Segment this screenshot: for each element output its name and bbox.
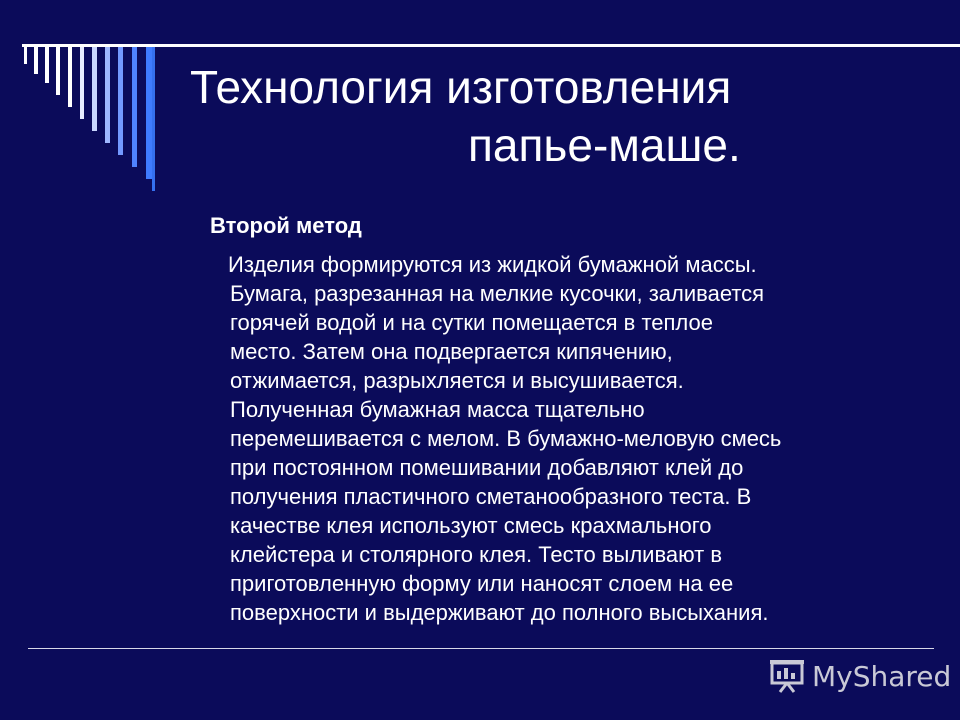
slide-title (190, 58, 910, 174)
watermark (768, 656, 951, 696)
section-heading: Второй метод (210, 213, 362, 238)
watermark-text: MyShared (812, 659, 952, 693)
title-line-2: папье-маше. (468, 119, 741, 171)
body-paragraph: Изделия формируются из жидкой бумажной массы. Бумага, разрезанная на мелкие кусочки, заливается горячей водой и на сутки помещается в теплое место. Затем она подвергается кипячению, отжимается, разрыхляется и высушивается. Полученная бумажная масса тщательно перемешивается с мелом. В бумажно-меловую смесь при постоянном помешивании добавляют клей до получения пластичного сметанообразного теста. В качестве клея используют смесь крахмального клейстера и столярного клея. Тесто выливают в приготовленную форму или наносят слоем на ее поверхности и выдерживают до полного высыхания. (228, 252, 782, 625)
bottom-divider (28, 648, 934, 649)
presentation-board-icon (768, 658, 806, 694)
title-line-1: Технология изготовления (190, 61, 732, 113)
